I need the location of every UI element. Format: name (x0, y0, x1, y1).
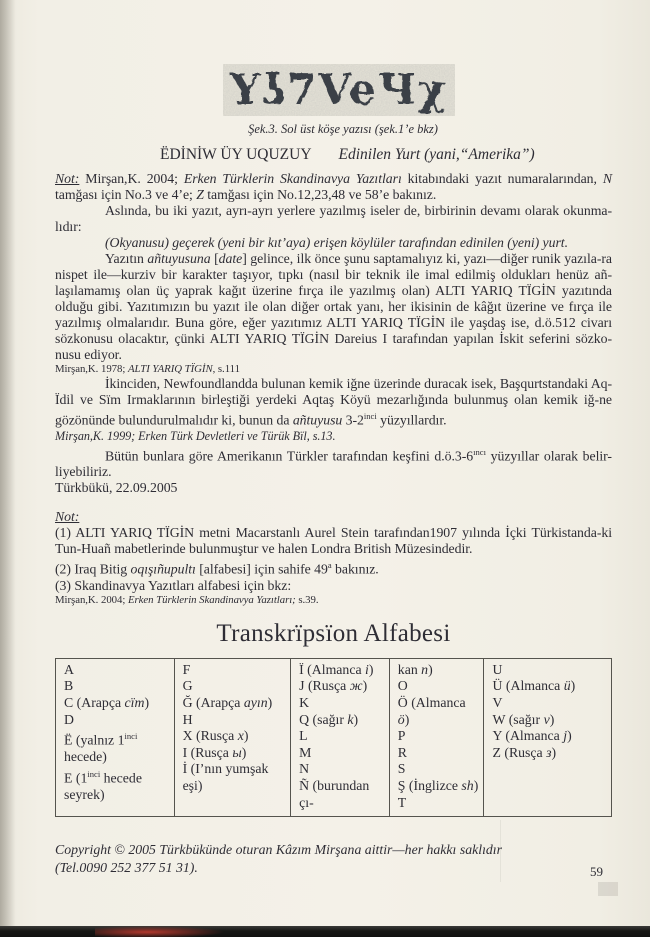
paragraph-aslinda: Aslında, bu iki yazıt, ayrı-ayrı yerlere yazılmış iseler de, birbirinin devamı olarak okunma-lıdır: (55, 203, 612, 234)
runic-inscription-figure (223, 64, 455, 121)
transcription-alphabet-table (55, 658, 612, 817)
citation-2004: Mirşan,K. 2004; Erken Türklerin Skandinavya Yazıtları; s.39. (55, 593, 319, 606)
alphabet-column-4: kan n) O Ö (Almanca ö) P R S Ş (İnglizce sh) T (389, 659, 484, 816)
note-3: (3) Skandinavya Yazıtları alfabesi için bkz: (55, 577, 292, 593)
alphabet-column-2: F G Ğ (Arapça ayın) H X (Rusça x) I (Rusça ы) İ (I’nın yumşak eşi) (174, 659, 291, 816)
citation-1978: Mirşan,K. 1978; ALTI YARIQ TÏGİN, s.111 (55, 363, 240, 375)
section-heading (160, 146, 612, 164)
scan-smudge (598, 882, 618, 896)
page-number: 59 (590, 864, 603, 879)
heading-translation: Edinilen Yurt (yani,“Amerika”) (338, 146, 535, 163)
heading-transliteration: ËDİNİW ÜY UQUZUY (160, 146, 312, 163)
note-1: (1) ALTI YARIQ TÏGİN metni Macarstanlı Aurel Stein tarafından1907 yılında İçki Türkistanda-ki Tun-Huañ mabetlerinde bulunmuştur ve halen Londra British Müzesindedir. (55, 525, 612, 557)
scan-edge-band (0, 926, 650, 937)
dateline: Türkbükü, 22.09.2005 (55, 480, 178, 496)
alphabet-column-5: U Ü (Almanca ü) V W (sağır v) Y (Almanca j) Z (Rusça з) (483, 659, 611, 816)
page-content (55, 64, 612, 876)
alphabet-column-3: Ï (Almanca i) J (Rusça ж) K Q (sağır k) L M N Ñ (burundan çı- (290, 659, 389, 816)
paragraph-not-reference: Not: Mirşan,K. 2004; Erken Türklerin Skandinavya Yazıtları kitabındaki yazıt numaralarından, N tamğası için No.3 ve 4’e; Z tamğası için No.12,23,48 ve 58’e bakınız. (55, 171, 612, 202)
paragraph-ikinciden: İkinciden, Newfoundlandda bulunan kemik iğne üzerinde duracak isek, Başqurtstandaki Aq-Ïdil ve Sïm Irmaklarının birleştiği yerdeki Aqtaş Köyü mezarlığında bulunmuş olan kemik iğ-ne gözönünde bulundurulmalıdır ki, bunun da añtuyusu $3-2^{inci}$ yüzyıllardır. (55, 376, 612, 428)
citation-1999: Mirşan,K. 1999; Erken Türk Devletleri ve Türük Bïl, s.13. (55, 428, 336, 443)
runic-inscription-image (223, 64, 455, 116)
body-text (55, 171, 612, 607)
paragraph-conclusion: Bütün bunlara göre Amerikanın Türkler tarafından keşfini $d.ö.3-6^{ıncı}$ yüzyıllar olarak belir-liyebiliriz. (55, 446, 612, 480)
paragraph-dating: Yazıtın añtuyusuna [date] gelince, ilk önce şunu saptamalıyız ki, yazı—diğer runik yazıla-ra nispet ile—kurziv bir karakter taşıyor, tıpkı (nasıl bir teknik ile imal edilmiş oldukları henüz añ-laşılamamış olan üç yaprak kağıt üzerine fırça ile yazılmış olan) ALTI YARIQ TÏGİN yazıtında olduğu gibi. Yazıtımızın bu yazıt ile olan diğer ortak yanı, her ikisinin de kâğıt üzerine ve fırça ile yazılmış olmalarıdır. Buna göre, eğer yazıtımız ALTI YARIQ TÏGİN ile yaşdaş ise, d.ö.512 civarı sözkonusu olacaktır, çünki ALTI YARIQ TÏGİN Dareius I tarafından yapılan İskit seferini sözko-nusu ediyor. (55, 251, 612, 362)
alphabet-column-1: A B C (Arapça cïm) D Ë (yalnız $1^{inci}$ hecede) E ($1^{inci}$ hecede seyrek) (64, 661, 150, 803)
paper-crease (500, 820, 501, 882)
notes-label: Not: (55, 509, 80, 525)
paragraph-translation-quote: (Okyanusu) geçerek (yeni bir kıt’aya) erişen köylüler tarafından edinilen (yeni) yurt. (105, 235, 568, 250)
table-title: Transkrïpsïon Alfabesi (216, 619, 451, 647)
copyright-notice: Copyright © 2005 Türkbükünde oturan Kâzım Mirşana aittir—her hakkı saklıdır (Tel.0090 252 377 51 31). (55, 842, 502, 875)
runic-glyphs: Yʖ7VeЧχ (230, 65, 448, 114)
figure-caption: Şek.3. Sol üst köşe yazısı (şek.1’e bkz) (248, 122, 438, 136)
scan-edge-red-mark (95, 926, 225, 937)
note-2: (2) Iraq Bitig oqışıñupultı [alfabesi] için sahife 49$^a$ bakınız. (55, 560, 379, 577)
